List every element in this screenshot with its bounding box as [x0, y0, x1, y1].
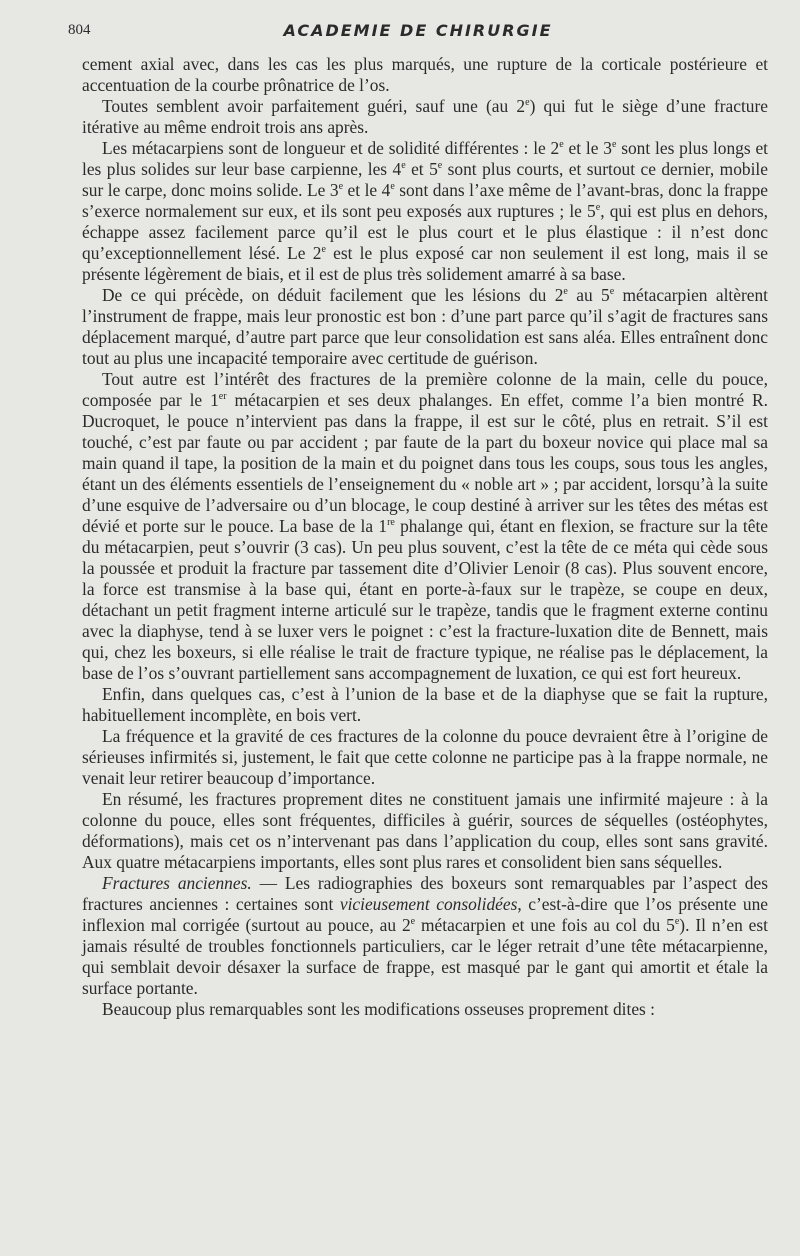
paragraph: Les métacarpiens sont de longueur et de solidité différentes : le 2e et le 3e sont les plus longs et les plus solides sur leur base carpienne, les 4e et 5e sont plus courts, et surtout ce dernier, mobile sur le carpe, donc moins solide. Le 3e et le 4e sont dans l’axe même de l’avant-bras, donc la frappe s’exerce normalement sur eux, et ils sont peu exposés aux ruptures ; le 5e, qui est plus en dehors, échappe assez facilement parce qu’il est le plus court et le plus élastique : il n’est donc qu’exceptionnellement lésé. Le 2e est le plus exposé car non seulement il est long, mais il se présente légèrement de biais, et il est de plus très solidement amarré à sa base.: [82, 138, 768, 284]
paragraph: Toutes semblent avoir parfaitement guéri, sauf une (au 2e) qui fut le siège d’une fracture itérative au même endroit trois ans après.: [82, 96, 768, 137]
page-header: [68, 18, 768, 46]
paragraph: Fractures anciennes. — Les radiographies des boxeurs sont remarquables par l’aspect des fractures anciennes : certaines sont vicieusement consolidées, c’est-à-dire que l’os présente une inflexion mal corrigée (surtout au pouce, au 2e métacarpien et une fois au col du 5e). Il n’en est jamais résulté de troubles fonctionnels particuliers, car le léger retrait d’une tête métacarpienne, qui semblait devoir désaxer la surface de frappe, est masqué par le gant qui amortit et étale la surface portante.: [82, 873, 768, 998]
paragraph: Enfin, dans quelques cas, c’est à l’union de la base et de la diaphyse que se fait la rupture, habituellement incomplète, en bois vert.: [82, 684, 768, 725]
running-title: ACADEMIE DE CHIRURGIE: [283, 21, 553, 40]
paragraph: Tout autre est l’intérêt des fractures de la première colonne de la main, celle du pouce, composée par le 1er métacarpien et ses deux phalanges. En effet, comme l’a bien montré R. Ducroquet, le pouce n’intervient pas dans la frappe, il est sur le côté, plus en retrait. S’il est touché, c’est par faute ou par accident ; par faute de la part du boxeur novice qui place mal sa main quand il tape, la position de la main et du poignet dans tous les coups, sous tous les angles, étant un des éléments essentiels de l’enseignement du « noble art » ; par accident, lorsqu’à la suite d’une esquive de l’adversaire ou d’un blocage, le coup destiné à arriver sur les têtes des métas est dévié et porte sur le pouce. La base de la 1re phalange qui, étant en flexion, se fracture sur la tête du métacarpien, peut s’ouvrir (3 cas). Un peu plus souvent, c’est la tête de ce méta qui cède sous la poussée et produit la fracture par tassement dite d’Olivier Lenoir (8 cas). Plus souvent encore, la force est transmise à la base qui, étant en porte-à-faux sur le trapèze, se coupe en deux, détachant un petit fragment interne articulé sur le trapèze, tandis que le fragment externe continu avec la diaphyse, tend à se luxer vers le poignet : c’est la fracture-luxation dite de Bennett, mais qui, chez les boxeurs, si elle réalise le trait de fracture typique, ne réalise pas le déplacement, la base de l’os s’ouvrant partiellement sans accompagnement de luxation, ce qui est fort heureux.: [82, 369, 768, 683]
paragraph: cement axial avec, dans les cas les plus marqués, une rupture de la corticale postérieure et accentuation de la courbe prônatrice de l’os.: [82, 54, 768, 95]
paragraph: La fréquence et la gravité de ces fractures de la colonne du pouce devraient être à l’origine de sérieuses infirmités si, justement, le fait que cette colonne ne participe pas à la frappe normale, ne venait leur retirer beaucoup d’importance.: [82, 726, 768, 788]
page-number: 804: [68, 22, 91, 38]
paragraph: De ce qui précède, on déduit facilement que les lésions du 2e au 5e métacarpien altèrent l’instrument de frappe, mais leur pronostic est bon : d’une part parce qu’il s’agit de fractures sans déplacement marqué, d’autre part parce que leur consolidation est sans aléa. Elles entraînent donc tout au plus une incapacité temporaire avec certitude de guérison.: [82, 285, 768, 368]
body-text: [82, 54, 768, 1020]
paragraph: En résumé, les fractures proprement dites ne constituent jamais une infirmité majeure : à la colonne du pouce, elles sont fréquentes, difficiles à guérir, sources de séquelles (ostéophytes, déformations), mais cet os n’intervenant pas dans l’application du coup, elles sont sans gravité. Aux quatre métacarpiens importants, elles sont plus rares et consolident bien sans séquelles.: [82, 789, 768, 872]
paragraph: Beaucoup plus remarquables sont les modifications osseuses proprement dites :: [102, 999, 656, 1019]
